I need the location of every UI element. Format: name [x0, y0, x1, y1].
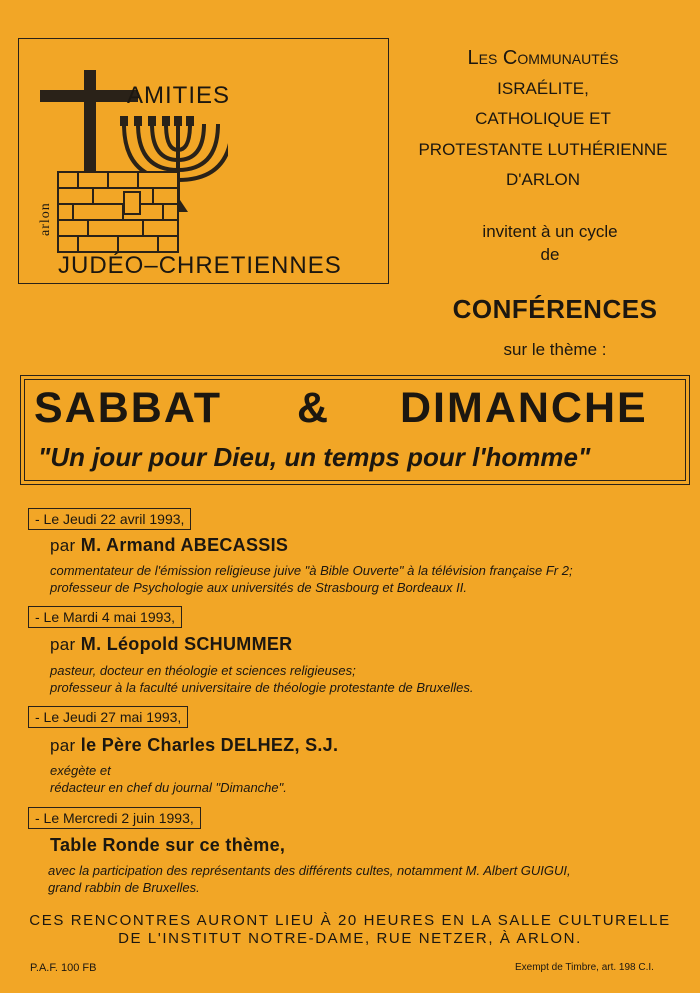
logo-judeo-chretiennes: JUDÉO–CHRETIENNES: [58, 252, 342, 279]
event-date: - Le Mardi 4 mai 1993,: [28, 606, 182, 628]
event-speaker: [50, 835, 285, 856]
event-desc-line-2: grand rabbin de Bruxelles.: [48, 880, 200, 895]
venue-line-1: CES RENCONTRES AURONT LIEU À 20 HEURES EN LA SALLE CULTURELLE: [29, 912, 671, 929]
event-par: par: [50, 536, 76, 555]
event-speaker-name: Table Ronde sur ce thème,: [50, 835, 286, 855]
event-speaker: [50, 634, 292, 655]
event-desc-line-2: rédacteur en chef du journal "Dimanche".: [50, 780, 287, 795]
invite-line-1: invitent à un cycle: [482, 222, 618, 241]
event-date: - Le Jeudi 27 mai 1993,: [28, 706, 188, 728]
event-desc-line-2: professeur à la faculté universitaire de théologie protestante de Bruxelles.: [50, 680, 474, 695]
logo-amities: AMITIES: [127, 82, 231, 109]
title-ampersand: &: [297, 384, 329, 432]
logo-arlon: arlon: [38, 202, 53, 236]
header-line-1: Les Communautés: [467, 47, 619, 69]
header-line-3: CATHOLIQUE ET: [475, 109, 611, 128]
event-speaker: [50, 535, 288, 556]
event-desc-line-1: exégète et: [50, 763, 111, 778]
wall-icon: [58, 172, 178, 252]
venue-line-2: DE L'INSTITUT NOTRE-DAME, RUE NETZER, À ARLON.: [118, 930, 582, 947]
event-par: par: [50, 736, 76, 755]
paf-price: P.A.F. 100 FB: [30, 962, 97, 974]
event-date: - Le Mercredi 2 juin 1993,: [28, 807, 201, 829]
event-speaker: [50, 735, 338, 756]
invite-line-2: de: [540, 245, 560, 264]
event-desc-line-1: pasteur, docteur en théologie et sciences religieuses;: [50, 663, 356, 678]
title-sabbat: SABBAT: [34, 384, 222, 432]
event-speaker-name: M. Léopold SCHUMMER: [80, 634, 293, 654]
event-par: par: [50, 635, 76, 654]
invite-text: [420, 220, 680, 266]
title-dimanche: DIMANCHE: [400, 384, 648, 432]
title-subtitle: "Un jour pour Dieu, un temps pour l'homme": [38, 442, 591, 472]
header-line-4: PROTESTANTE LUTHÉRIENNE: [418, 139, 668, 159]
communities-header: [398, 43, 688, 196]
theme-label: sur le thème :: [503, 340, 607, 359]
event-desc-line-1: avec la participation des représentants des différents cultes, notamment M. Albert GUIGUI,: [48, 863, 571, 878]
event-desc-line-1: commentateur de l'émission religieuse juive "à Bible Ouverte" à la télévision française Fr 2;: [50, 563, 573, 578]
stamp-exemption: Exempt de Timbre, art. 198 C.I.: [515, 962, 654, 973]
header-line-5: D'ARLON: [505, 170, 581, 189]
header-line-2: ISRAÉLITE,: [497, 78, 589, 98]
event-speaker-name: le Père Charles DELHEZ, S.J.: [80, 735, 339, 755]
event-desc-line-2: professeur de Psychologie aux universités de Strasbourg et Bordeaux II.: [50, 580, 467, 595]
event-speaker-name: M. Armand ABECASSIS: [80, 535, 289, 555]
event-date: - Le Jeudi 22 avril 1993,: [28, 508, 191, 530]
conferences-heading: CONFÉRENCES: [452, 294, 658, 324]
venue-info: [20, 912, 680, 948]
